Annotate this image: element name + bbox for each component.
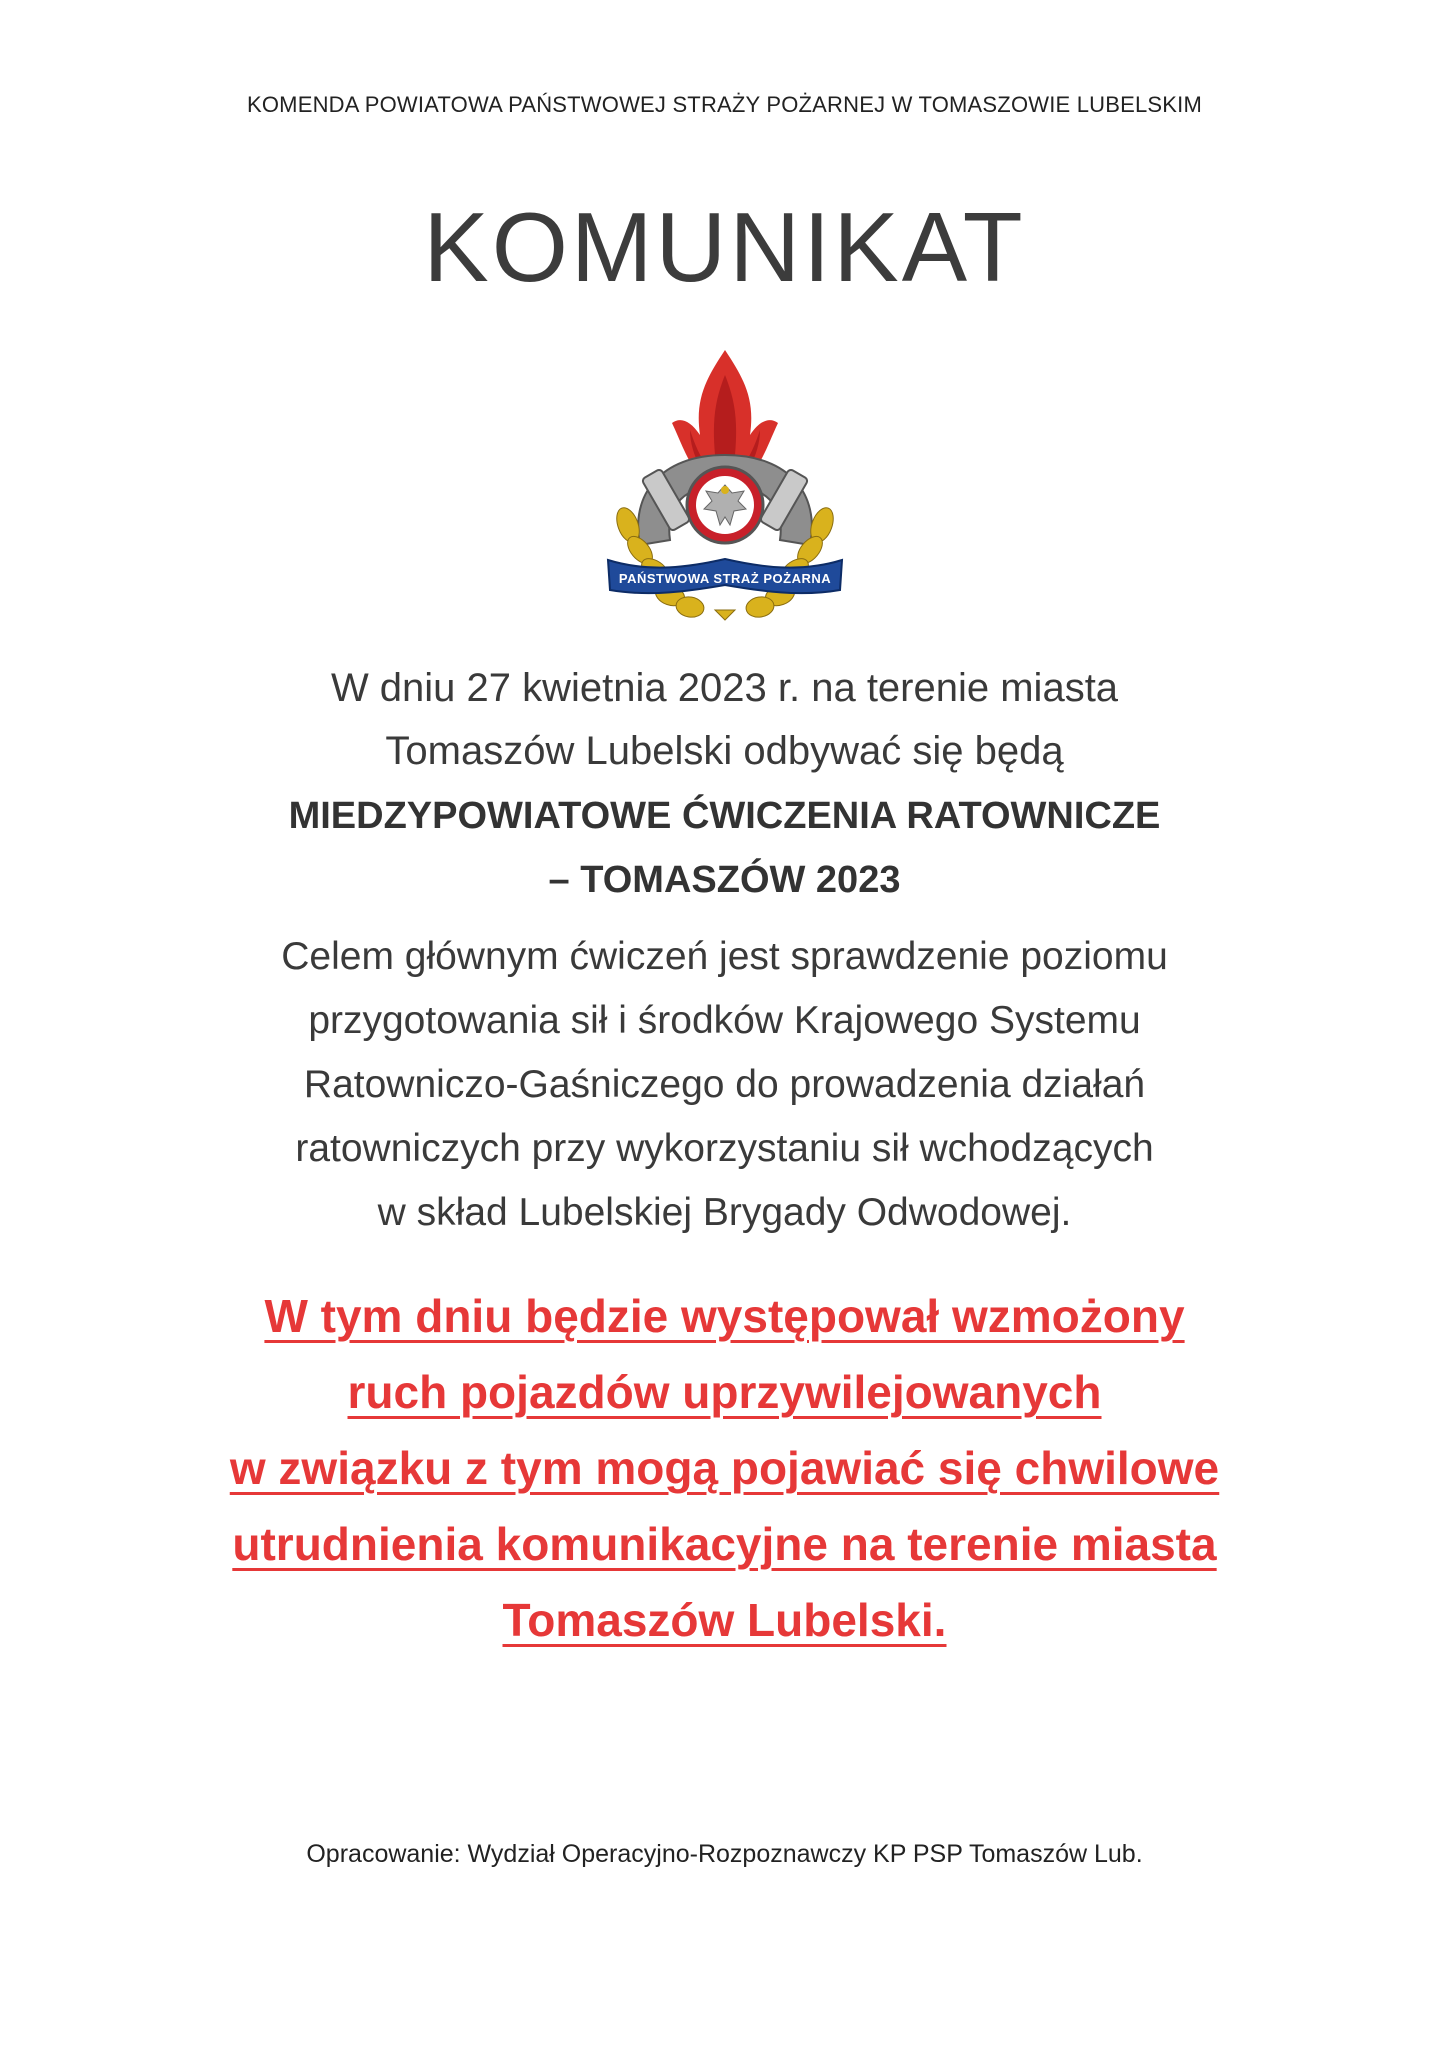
flame-icon: [672, 350, 778, 470]
intro-line: W dniu 27 kwietnia 2023 r. na terenie miasta: [330, 666, 1119, 710]
warning-line: w związku z tym mogą pojawiać się chwilowe: [229, 1442, 1220, 1494]
event-name: [0, 784, 1449, 912]
page-title: KOMUNIKAT: [423, 192, 1026, 302]
organization-header: KOMENDA POWIATOWA PAŃSTWOWEJ STRAŻY POŻARNEJ W TOMASZOWIE LUBELSKIM: [246, 92, 1203, 117]
warning-line: W tym dniu będzie występował wzmożony: [264, 1290, 1185, 1342]
goal-line: Celem głównym ćwiczeń jest sprawdzenie poziomu: [281, 935, 1168, 978]
traffic-warning: [0, 1278, 1449, 1658]
logo-banner-text: PAŃSTWOWA STRAŻ POŻARNA: [618, 571, 832, 586]
goal-line: ratowniczych przy wykorzystaniu sił wchodzących: [295, 1127, 1154, 1170]
intro-line: Tomaszów Lubelski odbywać się będą: [385, 729, 1064, 773]
psp-emblem-logo: [600, 345, 850, 625]
author-footer: Opracowanie: Wydział Operacyjno-Rozpoznawczy KP PSP Tomaszów Lub.: [306, 1840, 1143, 1868]
eagle-shield-icon: [687, 467, 763, 543]
goal-line: Ratowniczo-Gaśniczego do prowadzenia działań: [303, 1063, 1146, 1106]
event-line: MIEDZYPOWIATOWE ĆWICZENIA RATOWNICZE: [288, 795, 1161, 837]
warning-line: Tomaszów Lubelski.: [502, 1594, 947, 1646]
goal-paragraph: [0, 925, 1449, 1245]
goal-line: przygotowania sił i środków Krajowego Systemu: [308, 999, 1141, 1042]
warning-line: ruch pojazdów uprzywilejowanych: [347, 1366, 1102, 1418]
event-line: – TOMASZÓW 2023: [548, 859, 901, 901]
warning-line: utrudnienia komunikacyjne na terenie miasta: [232, 1518, 1217, 1570]
goal-line: w skład Lubelskiej Brygady Odwodowej.: [377, 1191, 1072, 1234]
intro-paragraph: [0, 657, 1449, 783]
